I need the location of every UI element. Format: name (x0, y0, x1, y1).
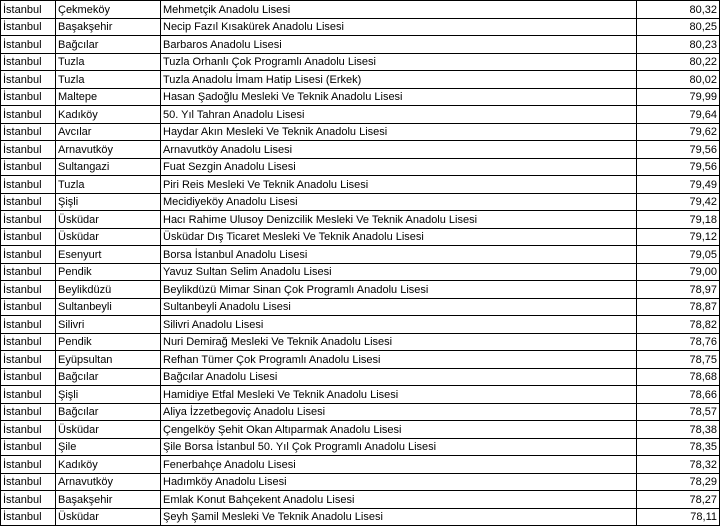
table-row (1, 473, 720, 491)
district-cell: Eyüpsultan (56, 351, 161, 369)
city-cell: İstanbul (1, 421, 56, 439)
table-row (1, 71, 720, 89)
district-cell: Üsküdar (56, 508, 161, 526)
school-cell: Üsküdar Dış Ticaret Mesleki Ve Teknik Anadolu Lisesi (161, 228, 637, 246)
city-cell: İstanbul (1, 333, 56, 351)
score-cell: 79,64 (637, 106, 720, 124)
city-cell: İstanbul (1, 246, 56, 264)
score-cell: 78,97 (637, 281, 720, 299)
table-row (1, 158, 720, 176)
district-cell: Şişli (56, 193, 161, 211)
school-cell: Beylikdüzü Mimar Sinan Çok Programlı Anadolu Lisesi (161, 281, 637, 299)
school-cell: Piri Reis Mesleki Ve Teknik Anadolu Lisesi (161, 176, 637, 194)
district-cell: Üsküdar (56, 228, 161, 246)
district-cell: Çekmeköy (56, 1, 161, 19)
school-cell: Mehmetçik Anadolu Lisesi (161, 1, 637, 19)
district-cell: Arnavutköy (56, 141, 161, 159)
school-cell: Hamidiye Etfal Mesleki Ve Teknik Anadolu Lisesi (161, 386, 637, 404)
district-cell: Arnavutköy (56, 473, 161, 491)
city-cell: İstanbul (1, 508, 56, 526)
city-cell: İstanbul (1, 456, 56, 474)
score-cell: 79,56 (637, 158, 720, 176)
table-row (1, 263, 720, 281)
table-row (1, 246, 720, 264)
city-cell: İstanbul (1, 141, 56, 159)
district-cell: Esenyurt (56, 246, 161, 264)
school-cell: Barbaros Anadolu Lisesi (161, 36, 637, 54)
district-cell: Tuzla (56, 71, 161, 89)
city-cell: İstanbul (1, 1, 56, 19)
score-cell: 78,11 (637, 508, 720, 526)
school-cell: Hadımköy Anadolu Lisesi (161, 473, 637, 491)
table-body (1, 1, 720, 526)
school-cell: Şeyh Şamil Mesleki Ve Teknik Anadolu Lisesi (161, 508, 637, 526)
school-cell: Borsa İstanbul Anadolu Lisesi (161, 246, 637, 264)
table-row (1, 123, 720, 141)
city-cell: İstanbul (1, 438, 56, 456)
school-cell: Aliya İzzetbegoviç Anadolu Lisesi (161, 403, 637, 421)
table-row (1, 88, 720, 106)
district-cell: Başakşehir (56, 491, 161, 509)
table-row (1, 106, 720, 124)
score-cell: 78,38 (637, 421, 720, 439)
table-row (1, 316, 720, 334)
school-cell: Bağcılar Anadolu Lisesi (161, 368, 637, 386)
score-cell: 78,27 (637, 491, 720, 509)
city-cell: İstanbul (1, 36, 56, 54)
city-cell: İstanbul (1, 473, 56, 491)
table-row (1, 36, 720, 54)
city-cell: İstanbul (1, 158, 56, 176)
district-cell: Pendik (56, 263, 161, 281)
score-cell: 79,56 (637, 141, 720, 159)
table-row (1, 176, 720, 194)
score-cell: 78,68 (637, 368, 720, 386)
district-cell: Tuzla (56, 176, 161, 194)
table-row (1, 333, 720, 351)
district-cell: Kadıköy (56, 106, 161, 124)
school-cell: Şile Borsa İstanbul 50. Yıl Çok Programlı Anadolu Lisesi (161, 438, 637, 456)
city-cell: İstanbul (1, 18, 56, 36)
city-cell: İstanbul (1, 53, 56, 71)
city-cell: İstanbul (1, 351, 56, 369)
table-row (1, 298, 720, 316)
table-row (1, 403, 720, 421)
school-cell: Yavuz Sultan Selim Anadolu Lisesi (161, 263, 637, 281)
city-cell: İstanbul (1, 71, 56, 89)
district-cell: Üsküdar (56, 421, 161, 439)
table-row (1, 53, 720, 71)
school-cell: Sultanbeyli Anadolu Lisesi (161, 298, 637, 316)
school-cell: Emlak Konut Bahçekent Anadolu Lisesi (161, 491, 637, 509)
table-row (1, 508, 720, 526)
district-cell: Beylikdüzü (56, 281, 161, 299)
table-row (1, 281, 720, 299)
district-cell: Tuzla (56, 53, 161, 71)
score-cell: 78,32 (637, 456, 720, 474)
score-cell: 79,00 (637, 263, 720, 281)
score-cell: 78,66 (637, 386, 720, 404)
city-cell: İstanbul (1, 316, 56, 334)
city-cell: İstanbul (1, 281, 56, 299)
table-row (1, 351, 720, 369)
district-cell: Sultangazi (56, 158, 161, 176)
table-row (1, 193, 720, 211)
district-cell: Bağcılar (56, 368, 161, 386)
school-cell: Necip Fazıl Kısakürek Anadolu Lisesi (161, 18, 637, 36)
score-cell: 78,75 (637, 351, 720, 369)
district-cell: Şişli (56, 386, 161, 404)
score-cell: 80,23 (637, 36, 720, 54)
district-cell: Pendik (56, 333, 161, 351)
city-cell: İstanbul (1, 193, 56, 211)
score-cell: 79,62 (637, 123, 720, 141)
school-cell: Fenerbahçe Anadolu Lisesi (161, 456, 637, 474)
district-cell: Başakşehir (56, 18, 161, 36)
table-row (1, 1, 720, 19)
school-cell: Hasan Şadoğlu Mesleki Ve Teknik Anadolu Lisesi (161, 88, 637, 106)
score-cell: 78,57 (637, 403, 720, 421)
score-cell: 80,25 (637, 18, 720, 36)
school-cell: Fuat Sezgin Anadolu Lisesi (161, 158, 637, 176)
school-cell: Silivri Anadolu Lisesi (161, 316, 637, 334)
district-cell: Bağcılar (56, 36, 161, 54)
school-cell: Mecidiyeköy Anadolu Lisesi (161, 193, 637, 211)
table-row (1, 211, 720, 229)
city-cell: İstanbul (1, 123, 56, 141)
table-row (1, 421, 720, 439)
city-cell: İstanbul (1, 298, 56, 316)
school-cell: Nuri Demirağ Mesleki Ve Teknik Anadolu Lisesi (161, 333, 637, 351)
score-cell: 80,22 (637, 53, 720, 71)
city-cell: İstanbul (1, 263, 56, 281)
table-row (1, 438, 720, 456)
score-cell: 79,42 (637, 193, 720, 211)
score-cell: 78,29 (637, 473, 720, 491)
table-row (1, 368, 720, 386)
school-cell: Arnavutköy Anadolu Lisesi (161, 141, 637, 159)
city-cell: İstanbul (1, 211, 56, 229)
city-cell: İstanbul (1, 228, 56, 246)
score-cell: 78,76 (637, 333, 720, 351)
city-cell: İstanbul (1, 386, 56, 404)
table-row (1, 456, 720, 474)
school-cell: 50. Yıl Tahran Anadolu Lisesi (161, 106, 637, 124)
district-cell: Üsküdar (56, 211, 161, 229)
score-cell: 80,02 (637, 71, 720, 89)
table-row (1, 18, 720, 36)
table-row (1, 141, 720, 159)
city-cell: İstanbul (1, 106, 56, 124)
score-cell: 79,05 (637, 246, 720, 264)
school-cell: Refhan Tümer Çok Programlı Anadolu Lisesi (161, 351, 637, 369)
district-cell: Avcılar (56, 123, 161, 141)
city-cell: İstanbul (1, 176, 56, 194)
school-cell: Çengelköy Şehit Okan Altıparmak Anadolu Lisesi (161, 421, 637, 439)
score-cell: 79,49 (637, 176, 720, 194)
city-cell: İstanbul (1, 403, 56, 421)
district-cell: Maltepe (56, 88, 161, 106)
table-row (1, 228, 720, 246)
school-cell: Haydar Akın Mesleki Ve Teknik Anadolu Lisesi (161, 123, 637, 141)
school-cell: Hacı Rahime Ulusoy Denizcilik Mesleki Ve Teknik Anadolu Lisesi (161, 211, 637, 229)
district-cell: Sultanbeyli (56, 298, 161, 316)
district-cell: Bağcılar (56, 403, 161, 421)
score-cell: 79,12 (637, 228, 720, 246)
score-cell: 79,99 (637, 88, 720, 106)
district-cell: Silivri (56, 316, 161, 334)
district-cell: Kadıköy (56, 456, 161, 474)
city-cell: İstanbul (1, 491, 56, 509)
city-cell: İstanbul (1, 368, 56, 386)
school-cell: Tuzla Orhanlı Çok Programlı Anadolu Lisesi (161, 53, 637, 71)
score-cell: 78,35 (637, 438, 720, 456)
score-cell: 78,87 (637, 298, 720, 316)
score-cell: 80,32 (637, 1, 720, 19)
school-cell: Tuzla Anadolu İmam Hatip Lisesi (Erkek) (161, 71, 637, 89)
district-cell: Şile (56, 438, 161, 456)
score-cell: 79,18 (637, 211, 720, 229)
score-cell: 78,82 (637, 316, 720, 334)
table-row (1, 386, 720, 404)
city-cell: İstanbul (1, 88, 56, 106)
table-row (1, 491, 720, 509)
